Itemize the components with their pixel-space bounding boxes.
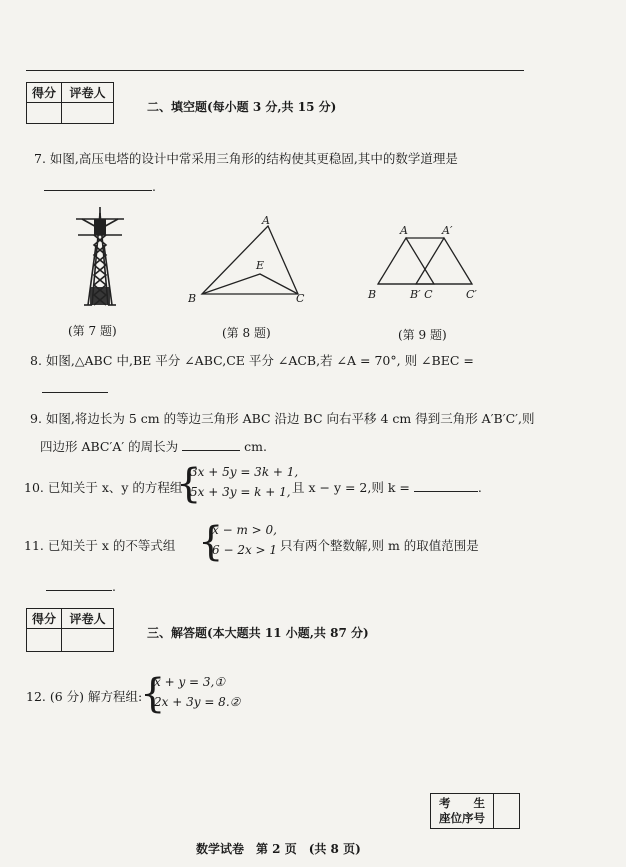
q11-eq2: 6 − 2x > 1 [212,543,278,557]
score-table-section3 [26,608,114,652]
label-e: E [256,259,265,272]
q10-blank[interactable] [414,479,478,492]
q11-blank[interactable] [46,578,112,591]
q11-brace: { [198,519,224,565]
q9-line2-post: cm. [244,439,267,454]
label-a-prime: A′ [442,224,453,237]
q12-pre: 12. (6 分) 解方程组: [26,689,143,704]
q11-post: 只有两个整数解,则 m 的取值范围是 [280,538,479,553]
q10-end: . [477,480,482,495]
section3-title: 三、解答题(本大题共 11 小题,共 87 分) [147,626,369,640]
q10-post: 且 x − y = 2,则 k = [292,480,410,495]
label-b-prime-c: B′ C [410,288,433,301]
triangle-abc [202,226,298,294]
q9-line2 [40,438,267,456]
power-tower-figure [70,205,130,307]
q8-answer-line [42,380,108,398]
q10-pre: 10. 已知关于 x、y 的方程组 [24,480,183,495]
seat-label-line2: 座位序号 [439,811,485,825]
grader-label: 评卷人 [62,83,114,103]
triangle-abc-original [378,238,434,284]
q11-system [212,520,277,560]
score-cell[interactable] [27,103,62,124]
label-b: B [188,292,197,305]
page-footer: 数学试卷 第 2 页 (共 8 页) [196,842,361,856]
q12-system [154,672,240,712]
q10-eq1: 3x + 5y = 3k + 1, [190,465,299,479]
q11-answer-line [46,578,116,596]
top-rule [26,70,524,71]
q11-eq1: x − m > 0, [212,523,277,537]
q10-brace: { [176,461,202,507]
label-a: A [262,214,270,227]
seat-label [431,794,494,829]
seat-label-line1: 考 生 [439,796,485,810]
q12-brace: { [140,671,166,717]
section2-title: 二、填空题(每小题 3 分,共 15 分) [147,100,337,114]
q9-line1: 9. 如图,将边长为 5 cm 的等边三角形 ABC 沿边 BC 向右平移 4 cm 得到三角形 A′B′C′,则 [30,411,535,426]
fig7-caption: (第 7 题) [68,324,117,338]
q10-post-line [292,479,482,497]
q12-eq2: 2x + 3y = 8.② [154,695,241,709]
q12-eq1: x + y = 3,① [154,675,226,689]
seat-number-cell[interactable] [494,794,520,829]
q7-answer-line [44,178,156,196]
q10-system [190,462,298,502]
translation-figure [366,224,486,304]
q8-text: 8. 如图,△ABC 中,BE 平分 ∠ABC,CE 平分 ∠ACB,若 ∠A = 70°, 则 ∠BEC = [30,353,474,368]
label-c-prime: C′ [466,288,477,301]
q7-blank[interactable] [44,178,152,191]
seat-number-box [430,793,520,829]
score-cell[interactable] [27,629,62,652]
label-a: A [400,224,408,237]
triangle-abc-translated [416,238,472,284]
q7-end: . [152,179,156,194]
score-label: 得分 [27,83,62,103]
q8-blank[interactable] [42,380,108,393]
label-c: C [296,292,305,305]
q9-line2-pre: 四边形 ABC′A′ 的周长为 [40,439,179,454]
q11-end: . [112,579,116,594]
q11-pre: 11. 已知关于 x 的不等式组 [24,538,176,553]
q9-blank[interactable] [182,438,240,451]
grader-cell[interactable] [62,629,114,652]
grader-label: 评卷人 [62,609,114,629]
q7-text: 7. 如图,高压电塔的设计中常采用三角形的结构使其更稳固,其中的数学道理是 [34,151,458,166]
q10-eq2: 5x + 3y = k + 1, [190,485,291,499]
fig8-caption: (第 8 题) [222,326,271,340]
triangle-abc-figure [188,214,308,306]
label-b: B [368,288,377,301]
score-table-section2 [26,82,114,124]
fig9-caption: (第 9 题) [398,328,447,342]
score-label: 得分 [27,609,62,629]
grader-cell[interactable] [62,103,114,124]
bisectors-be-ce [202,274,298,294]
